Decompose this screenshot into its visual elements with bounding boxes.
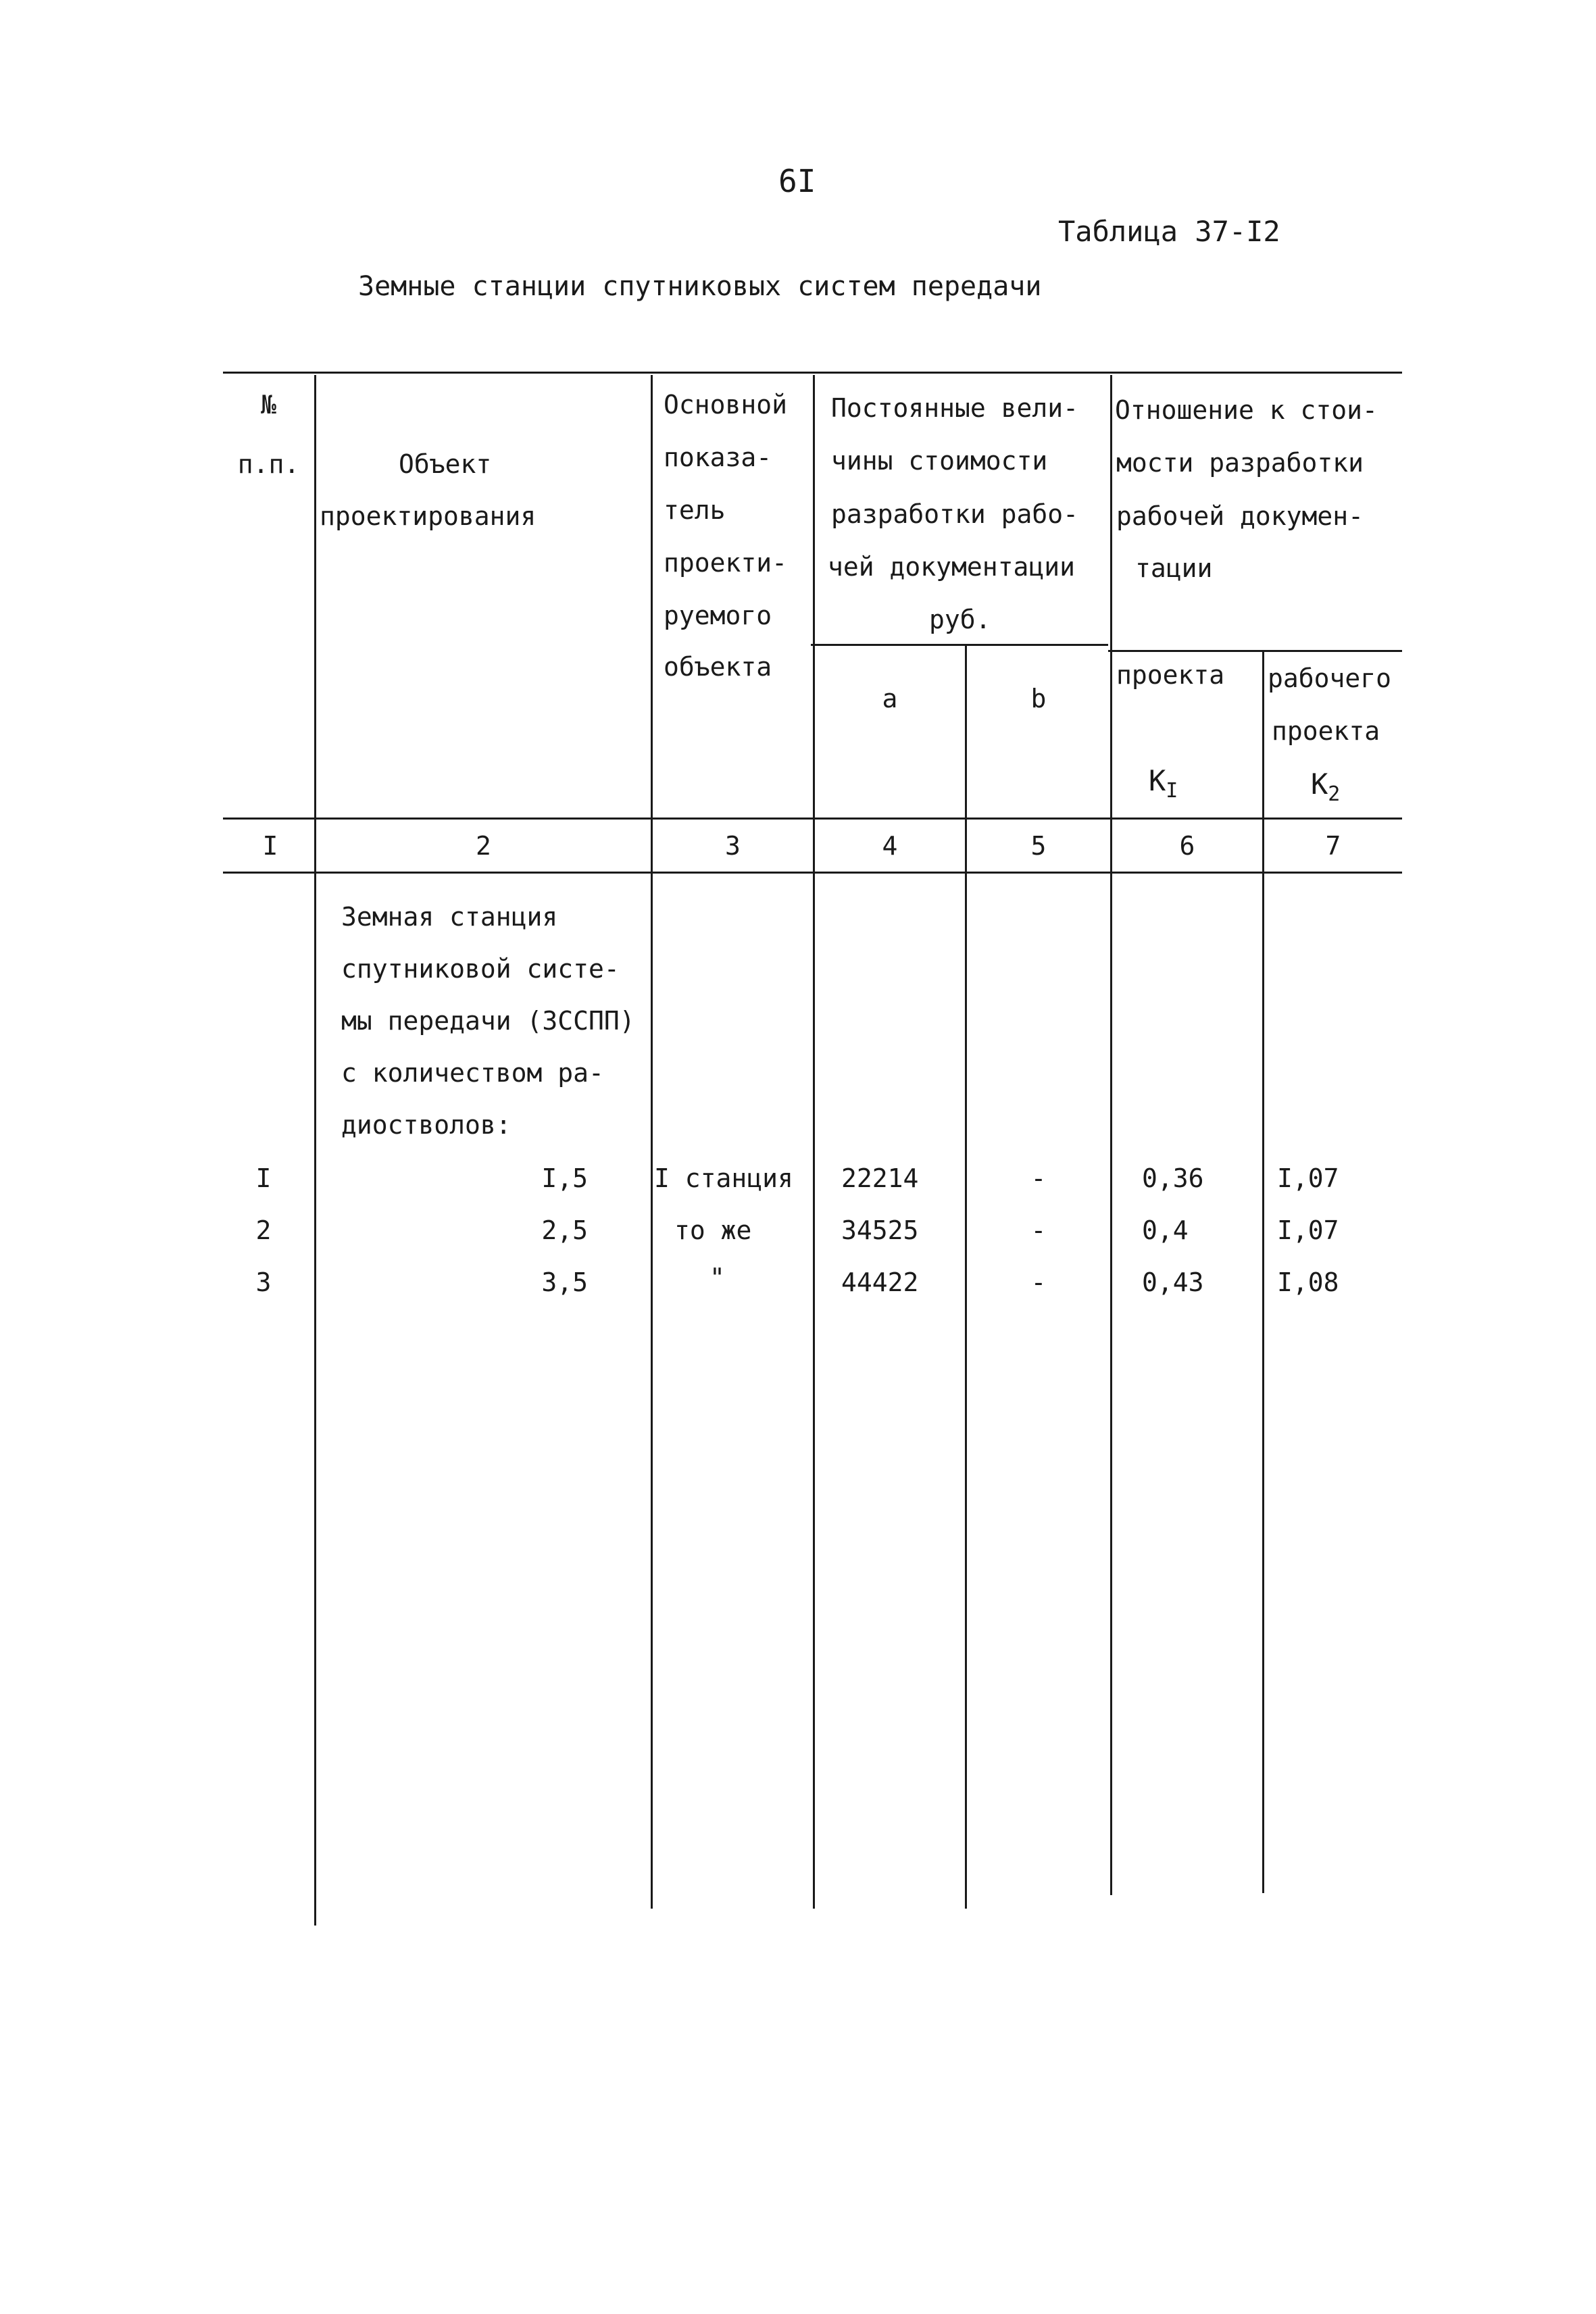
header-ratio-1: Отношение к стои- [1115,395,1378,425]
colnum-7: 7 [1325,831,1341,861]
header-constants-3: разработки рабо- [831,499,1079,529]
row-object: I,5 [541,1163,588,1193]
row-k1: 0,36 [1142,1163,1204,1193]
header-ratio-2: мости разработки [1116,448,1364,478]
colnum-3: 3 [725,831,741,861]
table-label: Таблица 37-I2 [1058,215,1280,248]
header-object-2: проектирования [320,501,537,531]
header-indicator-5: руемого [664,601,772,630]
header-indicator-3: тель [664,495,726,525]
row-k2: I,07 [1277,1163,1339,1193]
row-k1: 0,43 [1142,1267,1204,1297]
header-constants-2: чины стоимости [831,446,1048,476]
header-col-a: а [882,684,898,713]
rule-top [223,372,1402,374]
header-indicator-1: Основной [664,390,788,420]
vline-3 [813,375,815,1909]
row-b: - [1030,1215,1047,1245]
colnum-6: 6 [1179,831,1195,861]
row-object: 2,5 [541,1215,588,1245]
section-desc-3: мы передачи (ЗССПП) [341,1006,635,1036]
row-indicator: то же [674,1215,752,1245]
row-number: 2 [255,1215,272,1245]
row-k2: I,07 [1277,1215,1339,1245]
row-b: - [1030,1267,1047,1297]
colnum-4: 4 [882,831,898,861]
row-a: 34525 [841,1215,919,1245]
header-indicator-4: проекти- [664,548,788,578]
rule-under-constants [811,644,1108,646]
header-pp: п.п. [237,449,300,479]
header-k2-label-1: рабочего [1268,663,1392,693]
vline-1 [314,375,316,1926]
row-k2: I,08 [1277,1267,1339,1297]
row-number: 3 [255,1267,272,1297]
header-ratio-3: рабочей докумен- [1116,501,1364,531]
header-constants-4: чей документации [828,552,1076,582]
header-k1-label: проекта [1116,660,1225,690]
header-k1-symbol: $К_I$ [1149,764,1178,803]
section-desc-5: диостволов: [341,1110,512,1140]
row-a: 44422 [841,1267,919,1297]
row-object: 3,5 [541,1267,588,1297]
page-number: 6I [778,163,816,199]
table-title: Земные станции спутниковых систем передачи [358,271,1042,302]
row-indicator: I станция [654,1163,793,1193]
rule-under-ratio [1108,650,1402,652]
colnum-5: 5 [1030,831,1047,861]
colnum-1: I [262,831,278,861]
header-object-1: Объект [399,449,492,479]
header-indicator-2: показа- [664,443,772,472]
header-constants-1: Постоянные вели- [831,393,1079,423]
colnum-2: 2 [476,831,491,861]
header-k2-label-2: проекта [1272,716,1380,746]
header-ratio-4: тации [1135,553,1213,583]
section-desc-4: с количеством ра- [341,1058,604,1088]
section-desc-2: спутниковой систе- [341,954,620,984]
header-indicator-6: объекта [664,652,772,682]
header-constants-5: руб. [929,605,991,634]
section-desc-1: Земная станция [341,902,558,932]
row-b: - [1030,1163,1047,1193]
row-a: 22214 [841,1163,919,1193]
vline-5 [1110,375,1112,1895]
row-number: I [255,1163,272,1193]
header-k2-symbol: $К_2$ [1311,768,1341,806]
row-indicator: " [709,1263,725,1292]
header-number-sign: № [261,390,276,420]
row-k1: 0,4 [1142,1215,1189,1245]
header-col-b: b [1030,684,1047,713]
vline-2 [651,375,653,1909]
